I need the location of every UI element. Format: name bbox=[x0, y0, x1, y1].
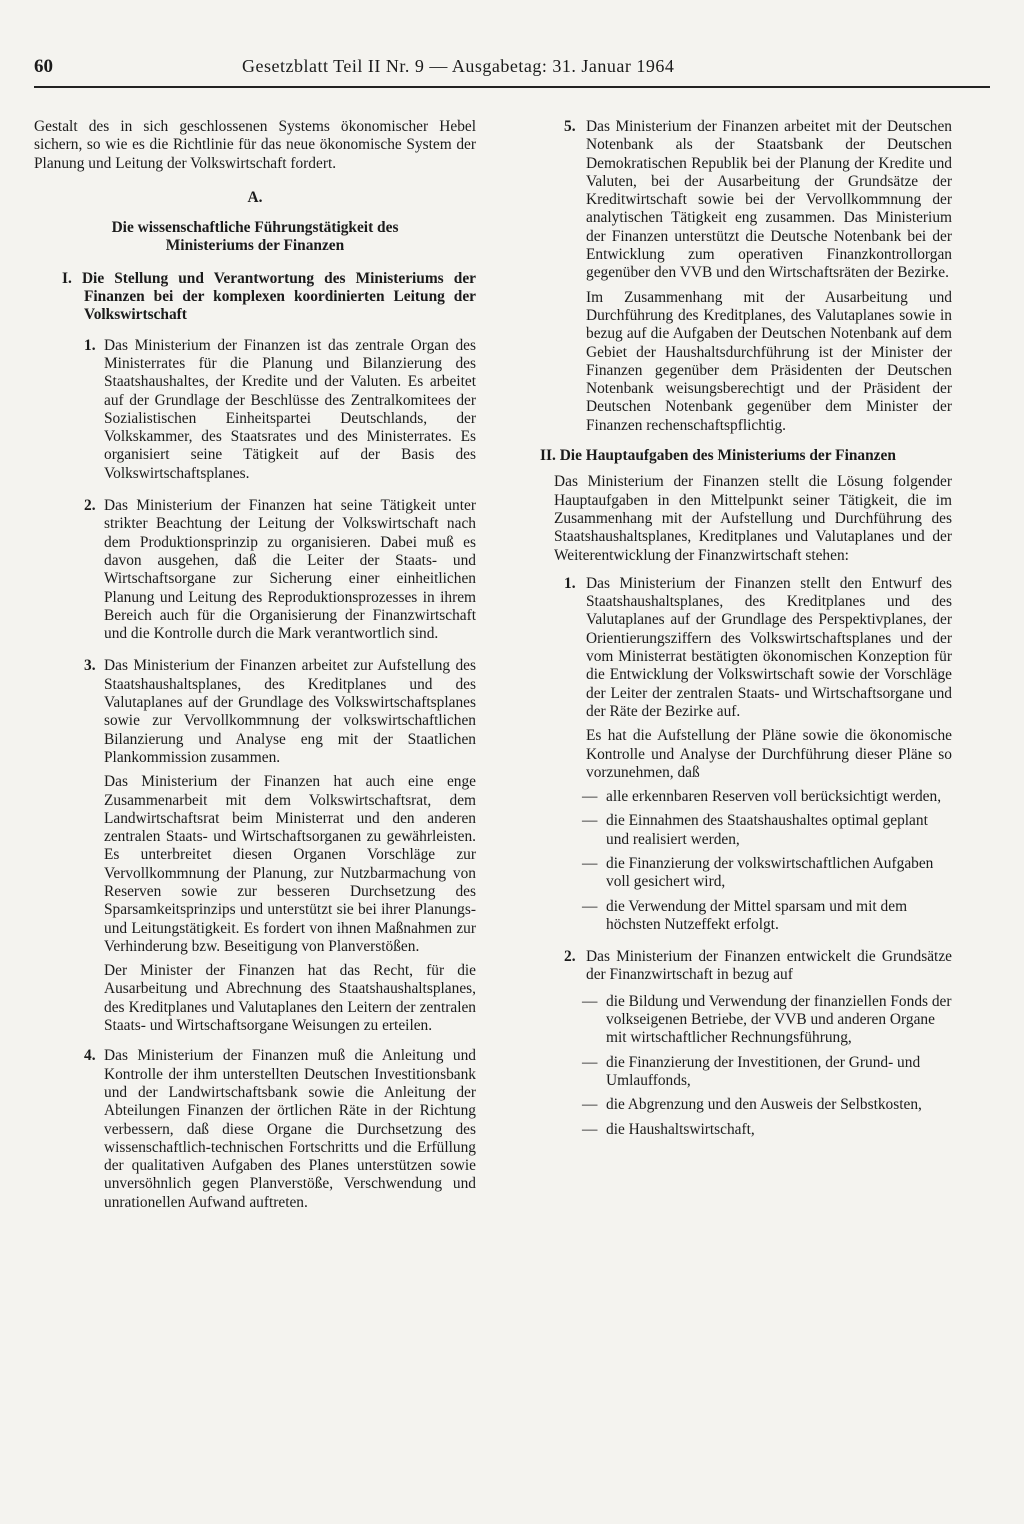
item-paragraph: Der Minister der Finanzen hat das Recht, für die Ausarbeitung und Abrechnung des Staatshaushaltsplanes, des Kreditplanes und Valutaplanes den Leitern der zentralen Staats- und Wirtschaftsorgane Weisungen zu erteilen. bbox=[104, 962, 476, 1035]
item-number: 5. bbox=[564, 118, 576, 135]
running-title: Gesetzblatt Teil II Nr. 9 — Ausgabetag: 31. Januar 1964 bbox=[242, 56, 675, 76]
item-paragraph: Das Ministerium der Finanzen stellt den Entwurf des Staatshaushaltsplanes, des Kreditplanes und des Valutaplanes auf der Grundlage des Perspektivplanes, der Orientierungsziffern des Volkswirtschaftsplanes und der vom Ministerrat bestätigten ökonomischen Konzeption für die Entwicklung der Volkswirtschaft sowie der Vorschläge der Leiter der zentralen Staats- und Wirtschaftsorgane und der Räte der Bezirke auf. bbox=[586, 574, 952, 720]
dash-mark: — bbox=[582, 788, 598, 806]
section-title: Die wissenschaftliche Führungstätigkeit des Ministeriums der Finanzen bbox=[111, 219, 399, 255]
dash-text: die Verwendung der Mittel sparsam und mit dem höchsten Nutzeffekt erfolgt. bbox=[606, 897, 908, 933]
intro-paragraph: Gestalt des in sich geschlossenen Systems ökonomischer Hebel sichern, so wie es die Richtlinie für das neue ökonomische System der Planung und Leitung der Volkswirtschaft fordert. bbox=[34, 118, 476, 172]
dash-text: die Bildung und Verwendung der finanziellen Fonds der volkseigenen Betriebe, der VVB und anderen Organe mit wirtschaftlicher Rechnungsführung, bbox=[606, 992, 952, 1047]
item-number: 2. bbox=[564, 948, 576, 966]
dash-mark: — bbox=[582, 1096, 598, 1114]
item-paragraph: Das Ministerium der Finanzen arbeitet zur Aufstellung des Staatshaushaltsplanes, des Kreditplanes und des Valutaplanes auf der Grundlage des Volkswirtschaftsplanes sowie zur Vervollkommnung der volkswirtschaftlichen Bilanzierung und Analyse eng mit der Staatlichen Plankommission zusammen. bbox=[104, 657, 476, 766]
dash-text: die Haushaltswirtschaft, bbox=[606, 1120, 755, 1138]
dash-item bbox=[582, 788, 952, 806]
page-number: 60 bbox=[34, 56, 53, 77]
list-item-2 bbox=[34, 497, 476, 643]
subsection-heading bbox=[34, 270, 476, 325]
dash-item bbox=[582, 1120, 952, 1139]
dash-item bbox=[582, 1096, 952, 1114]
dash-text: die Einnahmen des Staatshaushaltes optimal geplant und realisiert werden, bbox=[606, 812, 928, 848]
item-paragraph: Im Zusammenhang mit der Ausarbeitung und Durchführung des Kreditplanes, des Valutaplanes sowie in bezug auf die Aufgaben der Deutschen Notenbank auf dem Gebiet der Haushaltsdurchführung ist der Minister der Finanzen gegenüber dem Präsidenten der Deutschen Notenbank weisungsberechtigt und der Präsident der Deutschen Notenbank gegenüber dem Minister der Finanzen rechenschaftspflichtig. bbox=[586, 288, 952, 434]
section2-intro: Das Ministerium der Finanzen stellt die Lösung folgender Hauptaufgaben in den Mittelpunkt seiner Tätigkeit, die im Zusammenhang mit der Aufstellung und Durchführung des Staatshaushaltsplanes, Kreditplanes und Valutaplanes und der Weiterentwicklung der Finanzwirtschaft stehen: bbox=[554, 473, 952, 564]
dash-mark: — bbox=[582, 812, 598, 830]
dash-text: die Abgrenzung und den Ausweis der Selbstkosten, bbox=[606, 1096, 922, 1114]
item-number: 4. bbox=[84, 1047, 96, 1065]
dash-text: die Finanzierung der Investitionen, der Grund- und Umlauffonds, bbox=[606, 1053, 921, 1089]
task-item-1 bbox=[540, 575, 952, 934]
dash-mark: — bbox=[582, 1053, 598, 1071]
subsection-title: Die Stellung und Verantwortung des Ministeriums der Finanzen bei der komplexen koordinierten Leitung der Volkswirtschaft bbox=[81, 269, 476, 324]
item-paragraph: Es hat die Aufstellung der Pläne sowie die ökonomische Kontrolle und Analyse der Durchführung dieser Pläne so vorzunehmen, daß bbox=[586, 727, 952, 781]
right-column bbox=[540, 118, 952, 1139]
list-item-4 bbox=[34, 1047, 476, 1212]
item-paragraph: Das Ministerium der Finanzen entwickelt die Grundsätze der Finanzwirtschaft in bezug auf bbox=[586, 948, 952, 984]
dash-item bbox=[582, 992, 952, 1048]
section2-number: II. bbox=[540, 447, 556, 465]
item-paragraph: Das Ministerium der Finanzen arbeitet mit der Deutschen Notenbank als der Staatsbank der Deutschen Demokratischen Republik bei der Planung der Kredite und Valuten, bei der Ausarbeitung der Grundsätze der Kreditwirtschaft sowie bei der Vervollkommnung der analytischen Tätigkeit eng zusammen. Das Ministerium der Finanzen unterstützt die Deutsche Notenbank bei der Entwicklung zum operativen Finanzkontrollorgan gegenüber den VVB und den Wirtschaftsräten der Bezirke. bbox=[586, 118, 952, 282]
item-number: 1. bbox=[564, 574, 576, 592]
item-paragraph: Das Ministerium der Finanzen ist das zentrale Organ des Ministerrates für die Planung und Bilanzierung des Staatshaushaltes, der Kredite und der Valuten. Es arbeitet auf der Grundlage der Beschlüsse des Zentralkomitees der Sozialistischen Einheitspartei Deutschlands, der Volkskammer, des Staatsrates und des Ministerrates. Es organisiert seine Tätigkeit auf der Basis des Volkswirtschaftsplanes. bbox=[104, 336, 476, 482]
list-item-3 bbox=[34, 657, 476, 1035]
item-paragraph: Das Ministerium der Finanzen hat seine Tätigkeit unter strikter Beachtung der Leitung der Volkswirtschaft nach dem Produktionsprinzip zu organisieren. Dabei muß es davon ausgehen, daß die Leiter der Staats- und Wirtschaftsorgane zur Sicherung einer einheitlichen Planung und Leitung des Reproduktionsprozesses in ihrem Bereich auch für die Organisierung der Finanzwirtschaft und die Kontrolle durch die Mark verantwortlich sind. bbox=[104, 497, 476, 643]
dash-mark: — bbox=[582, 897, 598, 915]
dash-item bbox=[582, 812, 952, 849]
dash-item bbox=[582, 854, 952, 892]
dash-mark: — bbox=[582, 854, 598, 872]
dash-item bbox=[582, 897, 952, 935]
list-item-5 bbox=[540, 118, 952, 435]
subsection-number: I. bbox=[62, 269, 72, 287]
section-letter: A. bbox=[247, 188, 263, 206]
item-paragraph: Das Ministerium der Finanzen hat auch eine enge Zusammenarbeit mit dem Volkswirtschaftsrat, dem Landwirtschaftsrat beim Ministerrat und den anderen zentralen Staats- und Wirtschaftsorganen zu gewährleisten. Es unterbreitet diesen Organen Vorschläge zur Vervollkommnung der Planung, zur Nutzbarmachung von Reserven sowie zur besseren Durchsetzung des Sparsamkeitsprinzips und unterstützt sie bei ihrer Planungs- und Leitungstätigkeit. Es fordert von ihnen Maßnahmen zur Verhinderung bzw. Beseitigung von Planverstößen. bbox=[104, 773, 476, 955]
dash-item bbox=[582, 1053, 952, 1091]
section2-heading bbox=[540, 447, 952, 465]
dash-text: die Finanzierung der volkswirtschaftlichen Aufgaben voll gesichert wird, bbox=[606, 854, 934, 891]
task-item-2 bbox=[540, 948, 952, 1139]
list-item-1 bbox=[34, 337, 476, 483]
dash-mark: — bbox=[582, 992, 598, 1010]
section2-title: Die Hauptaufgaben des Ministeriums der Finanzen bbox=[559, 447, 896, 465]
item-number: 1. bbox=[84, 336, 96, 354]
item-paragraph: Das Ministerium der Finanzen muß die Anleitung und Kontrolle der ihm unterstellten Deutschen Investitionsbank und der Landwirtschaftsbank sowie die Anleitung der Abteilungen Finanzen der örtlichen Räte in der Richtung verbessern, daß diese Organe die Durchsetzung des wissenschaftlich-technischen Fortschritts und die Erfüllung der qualitativen Aufgaben des Planes unterstützen sowie unversöhnlich gegen Planverstöße, Verschwendung und unrationellen Aufwand auftreten. bbox=[104, 1047, 476, 1211]
dash-mark: — bbox=[582, 1120, 598, 1138]
item-number: 2. bbox=[84, 497, 96, 515]
dash-text: alle erkennbaren Reserven voll berücksichtigt werden, bbox=[606, 788, 942, 806]
item-number: 3. bbox=[84, 657, 96, 675]
page-header bbox=[34, 56, 990, 88]
left-column bbox=[34, 118, 476, 1212]
